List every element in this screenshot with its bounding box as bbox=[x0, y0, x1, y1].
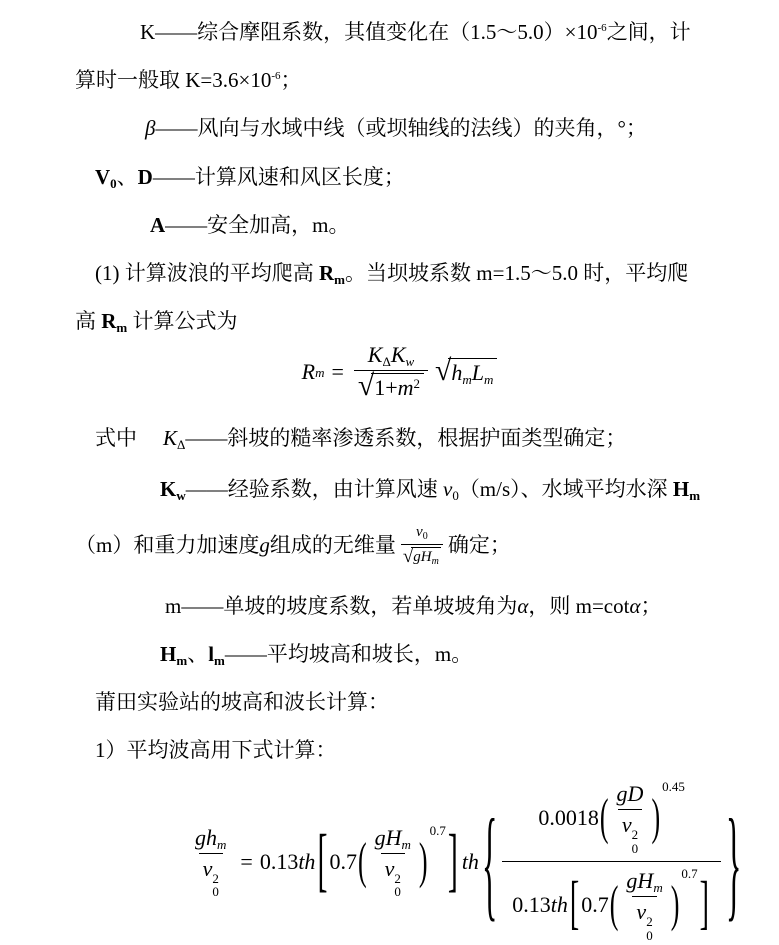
right-paren: ) bbox=[651, 788, 661, 846]
symbol-gh: gH bbox=[374, 824, 402, 850]
gd-fraction bbox=[613, 781, 648, 855]
symbol-v-sub: 0 bbox=[452, 488, 459, 503]
symbol-r: R bbox=[301, 359, 316, 384]
symbol-rm: R bbox=[101, 309, 117, 333]
v-supsub-stack bbox=[632, 828, 639, 855]
text-run: ——平均坡高和坡长，m。 bbox=[224, 642, 473, 666]
radical-icon: √ bbox=[357, 370, 375, 402]
th-function: th bbox=[550, 892, 568, 918]
symbol-rm-sub: m bbox=[334, 272, 346, 287]
symbol-k: K bbox=[163, 426, 178, 450]
symbol-v: v bbox=[384, 855, 395, 881]
text-run: （m）和重力加速度 bbox=[75, 533, 260, 557]
left-square-bracket: [ bbox=[569, 871, 580, 937]
text-run: 确定； bbox=[447, 533, 511, 557]
text-run: ——经验系数，由计算风速 bbox=[185, 477, 443, 501]
f1-numerator bbox=[364, 342, 418, 370]
symbol-lm-sub: m bbox=[214, 653, 225, 668]
numerator bbox=[371, 825, 415, 853]
paragraph-kw-definition-line2 bbox=[75, 514, 511, 576]
text-run: 1）平均波高用下式计算： bbox=[95, 738, 337, 762]
symbol-h-sub: m bbox=[462, 372, 472, 388]
superscript-exponent: -6 bbox=[597, 22, 607, 34]
coefficient-th bbox=[260, 849, 316, 875]
text-run: 。当坝坡系数 m=1.5～5.0 时，平均爬 bbox=[345, 261, 689, 285]
symbol-gh-sub: m bbox=[653, 880, 663, 896]
symbol-hm-sub: m bbox=[176, 653, 188, 668]
f1-lhs bbox=[302, 359, 325, 385]
square-root bbox=[435, 354, 497, 388]
radicand bbox=[448, 358, 497, 386]
brace-denominator bbox=[502, 861, 721, 944]
text-run: 之间，计 bbox=[606, 20, 691, 44]
text-run: ——计算风速和风区长度； bbox=[152, 165, 405, 189]
symbol-r-sub: m bbox=[315, 364, 325, 380]
symbol-lm: l bbox=[208, 642, 215, 666]
paragraph-runup-line2 bbox=[75, 306, 238, 336]
text-run: 高 bbox=[75, 309, 102, 333]
paragraph-putian-heading bbox=[95, 687, 389, 717]
symbol-v: V bbox=[95, 165, 111, 189]
equals-sign: = bbox=[240, 848, 253, 874]
exponent: 2 bbox=[631, 827, 639, 842]
alpha-symbol: α bbox=[517, 594, 529, 618]
alpha-symbol: α bbox=[629, 594, 641, 618]
exponent: 2 bbox=[212, 870, 219, 886]
numerator bbox=[622, 868, 666, 896]
paragraph-beta-definition bbox=[145, 113, 647, 143]
symbol-ghm: gh bbox=[195, 824, 217, 850]
symbol-v-sub: 0 bbox=[422, 530, 428, 542]
text-run: ——斜坡的糙率渗透系数，根据护面类型确定； bbox=[185, 426, 627, 450]
th-function: th bbox=[298, 848, 316, 874]
coefficient: 0.7 bbox=[329, 848, 357, 874]
symbol-gd: gD bbox=[616, 781, 644, 806]
square-root bbox=[357, 370, 424, 402]
paragraph-kw-definition-line1 bbox=[160, 474, 700, 504]
text-run: 、 bbox=[187, 642, 209, 666]
subscript: 0 bbox=[394, 884, 401, 900]
symbol-k: K bbox=[390, 342, 406, 367]
coefficient: 0.0018 bbox=[538, 805, 599, 831]
text-run: ——安全加高，m。 bbox=[165, 213, 350, 237]
beta-symbol: β bbox=[145, 116, 156, 140]
th-function: th bbox=[461, 848, 479, 874]
symbol-k-delta-sub: Δ bbox=[177, 437, 186, 452]
formula-mean-runup bbox=[0, 342, 779, 402]
text-run: （m/s）、水域平均水深 bbox=[458, 477, 673, 501]
symbol-gh: gH bbox=[626, 868, 654, 894]
coefficient: 0.13 bbox=[512, 892, 551, 918]
left-paren: ( bbox=[599, 788, 609, 846]
symbol-m: m bbox=[397, 375, 414, 401]
symbol-v: v bbox=[416, 523, 423, 540]
text-run: (1) 计算波浪的平均爬高 bbox=[95, 261, 319, 285]
radical-icon: √ bbox=[402, 546, 414, 568]
f1-denominator bbox=[354, 370, 428, 402]
coefficient: 0.7 bbox=[581, 892, 609, 918]
right-paren: ) bbox=[418, 832, 428, 890]
text-run: K——综合摩阻系数，其值变化在（1.5～5.0）×10 bbox=[140, 20, 598, 44]
text-run: m——单坡的坡度系数，若单坡坡角为 bbox=[165, 594, 518, 618]
coefficient-th bbox=[512, 892, 568, 918]
symbol-hm: H bbox=[672, 477, 690, 501]
denominator bbox=[381, 853, 405, 899]
symbol-l-sub: m bbox=[483, 372, 494, 388]
left-paren: ( bbox=[609, 876, 619, 933]
symbol-v: v bbox=[621, 812, 632, 837]
symbol-ghm-sub: m bbox=[217, 836, 227, 852]
exponent: 2 bbox=[646, 914, 653, 930]
symbol-d: D bbox=[137, 165, 153, 189]
f2-lhs-numerator bbox=[191, 825, 230, 853]
subscript: 0 bbox=[646, 927, 653, 943]
symbol-v: v bbox=[442, 477, 453, 501]
symbol-v: v bbox=[202, 855, 213, 881]
right-paren: ) bbox=[670, 876, 680, 933]
text-run: 组成的无维量 bbox=[269, 533, 396, 557]
ghm-fraction bbox=[622, 868, 666, 942]
radical-icon: √ bbox=[435, 354, 452, 387]
symbol-k-w-sub: w bbox=[405, 354, 415, 369]
text-run: 、 bbox=[116, 165, 138, 189]
subscript: 0 bbox=[212, 884, 219, 900]
superscript-exponent: -6 bbox=[271, 70, 281, 82]
paragraph-a-definition bbox=[150, 210, 350, 240]
inline-fraction bbox=[401, 524, 443, 567]
radicand bbox=[411, 547, 441, 567]
text-run: ——风向与水域中线（或坝轴线的法线）的夹角，°； bbox=[155, 116, 647, 140]
text-run: 算时一般取 K=3.6×10 bbox=[75, 68, 272, 92]
paragraph-kdelta-definition bbox=[95, 423, 626, 453]
denominator bbox=[632, 896, 656, 942]
symbol-h-sub: m bbox=[431, 555, 439, 567]
paragraph-runup-line1 bbox=[95, 258, 688, 288]
denominator bbox=[618, 809, 642, 855]
text-run: 莆田实验站的坡高和波长计算： bbox=[95, 690, 389, 714]
left-square-bracket: [ bbox=[317, 821, 328, 900]
symbol-v-sub: 0 bbox=[110, 176, 117, 191]
symbol-g: g bbox=[413, 548, 421, 565]
symbol-kw-sub: w bbox=[176, 488, 186, 503]
f2-lhs-denominator bbox=[199, 853, 223, 899]
right-square-bracket: ] bbox=[447, 821, 458, 900]
text-run: 式中 bbox=[95, 426, 137, 450]
brace-numerator bbox=[528, 779, 694, 861]
exponent: 2 bbox=[394, 870, 401, 886]
f2-lhs-fraction bbox=[191, 825, 230, 899]
exponent: 0.45 bbox=[662, 779, 685, 794]
symbol-k: K bbox=[367, 342, 383, 367]
symbol-gh-sub: m bbox=[401, 836, 411, 852]
v-supsub-stack bbox=[394, 872, 401, 899]
symbol-hm-sub: m bbox=[689, 488, 701, 503]
right-square-bracket: ] bbox=[699, 871, 709, 937]
text-run: ； bbox=[280, 68, 302, 92]
brace-fraction bbox=[502, 779, 721, 945]
paragraph-v0-d-definition bbox=[95, 162, 405, 192]
right-brace: } bbox=[725, 791, 742, 932]
paragraph-k-coefficient-line2 bbox=[75, 65, 302, 95]
v-supsub-stack bbox=[212, 872, 219, 899]
symbol-g: g bbox=[259, 533, 270, 557]
symbol-k-delta-sub: Δ bbox=[382, 354, 391, 369]
symbol-a: A bbox=[150, 213, 166, 237]
left-paren: ( bbox=[357, 832, 367, 890]
symbol-h: h bbox=[451, 360, 463, 386]
exponent: 2 bbox=[413, 376, 421, 392]
f1-fraction bbox=[354, 342, 428, 402]
exponent: 0.7 bbox=[429, 822, 446, 838]
bracketed-group bbox=[329, 822, 446, 900]
paragraph-m-definition bbox=[165, 591, 662, 621]
formula-mean-wave-height bbox=[188, 779, 744, 945]
paragraph-k-coefficient-line1 bbox=[140, 17, 691, 47]
text-run: ，则 m=cot bbox=[528, 594, 630, 618]
inline-denominator bbox=[401, 544, 443, 567]
text-run: ； bbox=[640, 594, 662, 618]
v-supsub-stack bbox=[646, 915, 653, 942]
paragraph-hm-lm-definition bbox=[160, 639, 472, 669]
ghm-fraction bbox=[371, 825, 415, 899]
equals-sign: = bbox=[331, 359, 344, 384]
inline-numerator bbox=[414, 524, 430, 544]
symbol-l: L bbox=[471, 360, 484, 386]
left-brace: { bbox=[481, 791, 498, 932]
text-run: 计算公式为 bbox=[127, 309, 238, 333]
symbol-v: v bbox=[636, 899, 647, 925]
subscript: 0 bbox=[631, 840, 639, 856]
paragraph-item1-heading bbox=[95, 735, 337, 765]
bracketed-group bbox=[581, 868, 697, 942]
symbol-hm: H bbox=[160, 642, 177, 666]
text-run: 1+ bbox=[374, 375, 398, 401]
symbol-rm-sub: m bbox=[116, 320, 128, 335]
radicand bbox=[371, 373, 424, 401]
symbol-rm: R bbox=[319, 261, 335, 285]
symbol-kw: K bbox=[160, 477, 177, 501]
numerator bbox=[613, 781, 648, 809]
coefficient: 0.13 bbox=[259, 848, 299, 874]
symbol-h: H bbox=[420, 548, 432, 565]
exponent: 0.7 bbox=[681, 866, 698, 882]
